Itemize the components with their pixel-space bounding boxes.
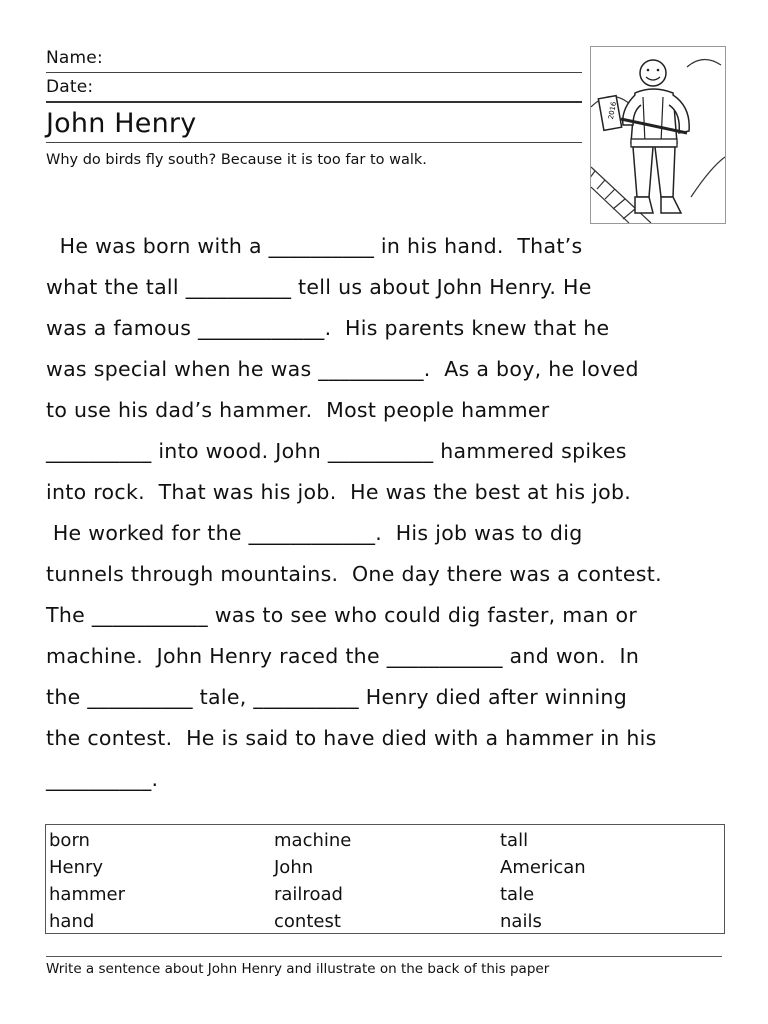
story-line: __________ into wood. John __________ hammered spikes: [46, 439, 627, 463]
word-bank-item: tall: [500, 830, 529, 851]
name-label: Name:: [46, 48, 103, 68]
story-passage: [46, 226, 726, 800]
joke-text: Why do birds fly south? Because it is too far to walk.: [46, 152, 427, 168]
word-bank-item: contest: [274, 911, 341, 932]
john-henry-drawing: [591, 47, 725, 223]
worksheet-title: John Henry: [46, 108, 197, 139]
story-line: was a famous ____________. His parents knew that he: [46, 316, 610, 340]
title-row: [46, 106, 582, 143]
story-line: into rock. That was his job. He was the best at his job.: [46, 480, 632, 504]
story-line: was special when he was __________. As a boy, he loved: [46, 357, 639, 381]
word-bank: [45, 824, 725, 934]
word-bank-item: nails: [500, 911, 542, 932]
word-bank-item: hand: [49, 911, 95, 932]
word-bank-item: American: [500, 857, 586, 878]
story-line: to use his dad’s hammer. Most people hammer: [46, 398, 550, 422]
word-bank-column-3: [500, 827, 586, 935]
word-bank-item: Henry: [49, 857, 104, 878]
word-bank-item: hammer: [49, 884, 125, 905]
story-line: He worked for the ____________. His job was to dig: [46, 521, 583, 545]
date-label: Date:: [46, 77, 94, 97]
word-bank-column-2: [274, 827, 351, 935]
story-line: tunnels through mountains. One day there was a contest.: [46, 562, 662, 586]
footer-instruction: Write a sentence about John Henry and illustrate on the back of this paper: [46, 956, 722, 977]
date-line[interactable]: [46, 77, 582, 103]
word-bank-item: railroad: [274, 884, 343, 905]
name-line[interactable]: [46, 48, 582, 73]
word-bank-item: machine: [274, 830, 352, 851]
john-henry-illustration: [590, 46, 726, 224]
story-line: the contest. He is said to have died with a hammer in his: [46, 726, 657, 750]
story-line: machine. John Henry raced the ___________ and won. In: [46, 644, 640, 668]
hammer-label: 2016: [606, 101, 618, 120]
story-line: He was born with a __________ in his hand. That’s: [46, 234, 583, 258]
word-bank-item: John: [274, 857, 314, 878]
story-line: the __________ tale, __________ Henry died after winning: [46, 685, 628, 709]
story-line: The ___________ was to see who could dig faster, man or: [46, 603, 638, 627]
story-line: what the tall __________ tell us about John Henry. He: [46, 275, 592, 299]
word-bank-item: born: [49, 830, 90, 851]
word-bank-column-1: [49, 827, 125, 935]
story-line: __________.: [46, 767, 159, 791]
word-bank-item: tale: [500, 884, 535, 905]
